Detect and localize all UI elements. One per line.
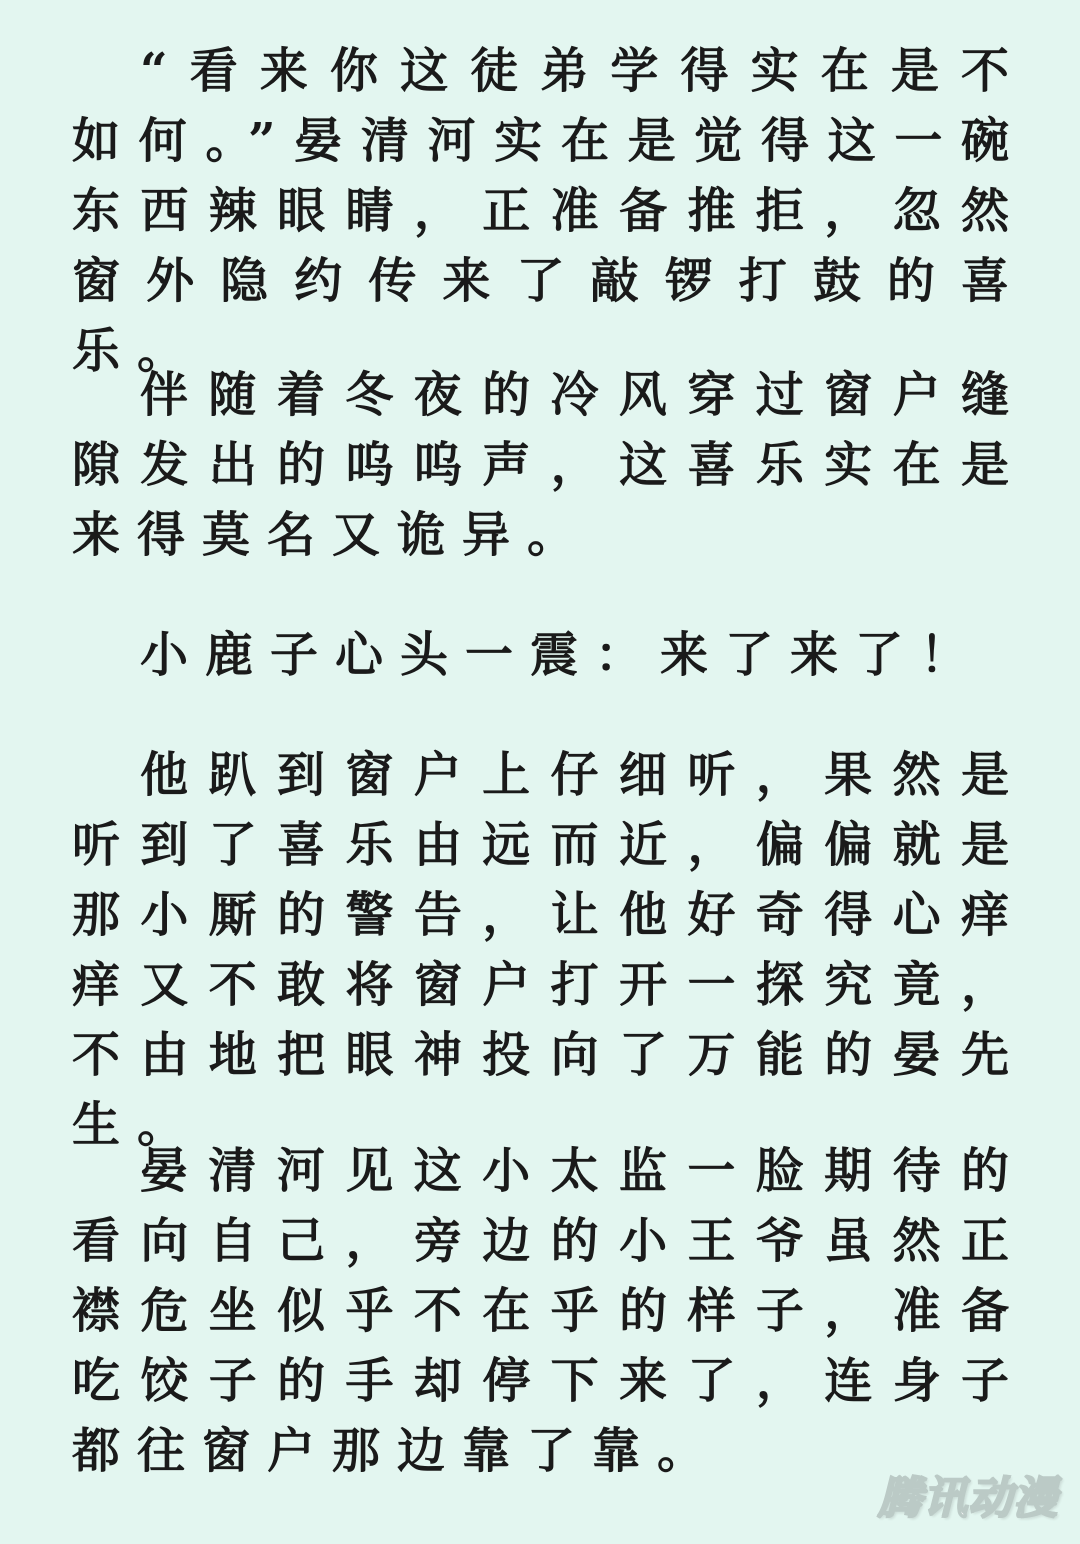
paragraph-4: 他趴到窗户上仔细听，果然是听到了喜乐由远而近，偏偏就是那小厮的警告，让他好奇得心痒痒又不敢将窗户打开一探究竟，不由地把眼神投向了万能的晏先生。 [72, 747, 1026, 1153]
paragraph-5: 晏清河见这小太监一脸期待的看向自己，旁边的小王爷虽然正襟危坐似乎不在乎的样子，准备吃饺子的手却停下来了，连身子都往窗户那边靠了靠。 [72, 1143, 1026, 1479]
paragraph-2: 伴随着冬夜的冷风穿过窗户缝隙发出的呜呜声，这喜乐实在是来得莫名又诡异。 [72, 367, 1026, 563]
tencent-comic-watermark-logo: 腾讯动漫 [878, 1473, 1058, 1524]
paragraph-1: “看来你这徒弟学得实在是不如何。”晏清河实在是觉得这一碗东西辣眼睛，正准备推拒，忽然窗外隐约传来了敲锣打鼓的喜乐。 [72, 43, 1026, 379]
paragraph-3: 小鹿子心头一震：来了来了！ [140, 627, 986, 683]
